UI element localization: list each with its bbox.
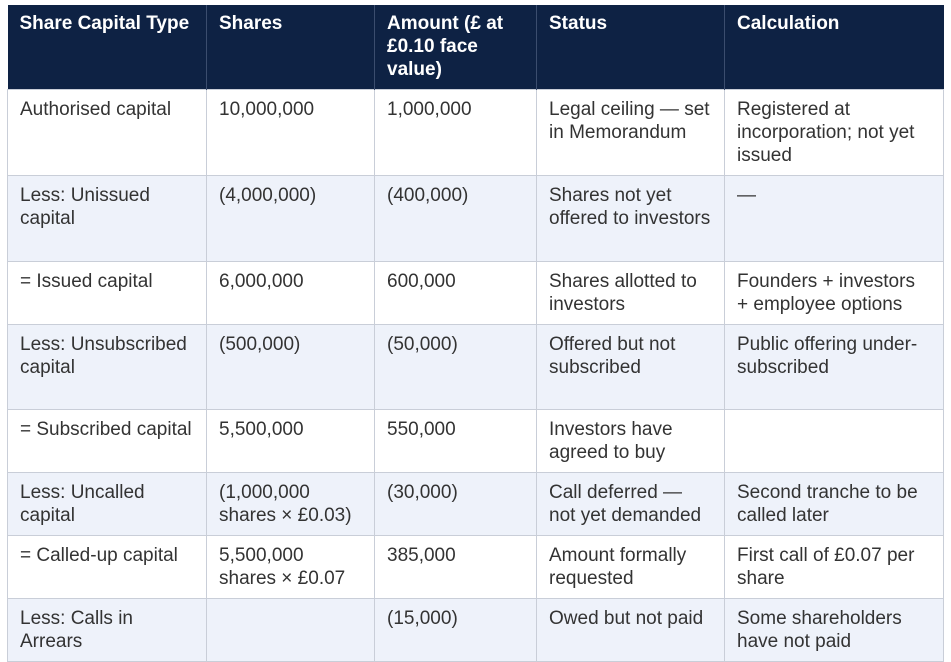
cell-type: Less: Unsubscribed capital (8, 325, 207, 410)
cell-shares: 10,000,000 (207, 90, 375, 176)
cell-type: = Called-up capital (8, 536, 207, 599)
cell-status: Legal ceiling — set in Memorandum (537, 90, 725, 176)
cell-status: Shares allotted to investors (537, 262, 725, 325)
cell-shares: (4,000,000) (207, 176, 375, 262)
cell-calculation: Public offering under-subscribed (725, 325, 944, 410)
header-shares: Shares (207, 5, 375, 90)
share-capital-table-container (7, 5, 943, 662)
cell-amount: 550,000 (375, 410, 537, 473)
table-row (8, 90, 944, 176)
cell-type: = Subscribed capital (8, 410, 207, 473)
header-status: Status (537, 5, 725, 90)
table-row (8, 325, 944, 410)
cell-type: Less: Uncalled capital (8, 473, 207, 536)
cell-status: Call deferred — not yet demanded (537, 473, 725, 536)
cell-amount: (15,000) (375, 599, 537, 662)
cell-calculation: — (725, 176, 944, 262)
cell-status: Offered but not subscribed (537, 325, 725, 410)
cell-calculation: Second tranche to be called later (725, 473, 944, 536)
cell-type: = Issued capital (8, 262, 207, 325)
header-amount: Amount (£ at £0.10 face value) (375, 5, 537, 90)
cell-amount: (50,000) (375, 325, 537, 410)
cell-amount: (400,000) (375, 176, 537, 262)
table-row (8, 410, 944, 473)
cell-calculation: Founders + investors + employee options (725, 262, 944, 325)
table-row (8, 176, 944, 262)
cell-shares: (500,000) (207, 325, 375, 410)
table-row (8, 262, 944, 325)
cell-amount: (30,000) (375, 473, 537, 536)
cell-amount: 1,000,000 (375, 90, 537, 176)
cell-type: Less: Unissued capital (8, 176, 207, 262)
table-header (8, 5, 944, 90)
cell-calculation (725, 410, 944, 473)
table-body (8, 90, 944, 662)
cell-status: Shares not yet offered to investors (537, 176, 725, 262)
cell-shares: 5,500,000 (207, 410, 375, 473)
cell-shares: (1,000,000 shares × £0.03) (207, 473, 375, 536)
cell-amount: 385,000 (375, 536, 537, 599)
cell-shares (207, 599, 375, 662)
cell-type: Authorised capital (8, 90, 207, 176)
header-share-capital-type: Share Capital Type (8, 5, 207, 90)
header-row (8, 5, 944, 90)
header-calculation: Calculation (725, 5, 944, 90)
table-row (8, 599, 944, 662)
table-row (8, 536, 944, 599)
cell-status: Owed but not paid (537, 599, 725, 662)
cell-calculation: Some shareholders have not paid (725, 599, 944, 662)
table-row (8, 473, 944, 536)
cell-status: Investors have agreed to buy (537, 410, 725, 473)
share-capital-table (7, 5, 944, 662)
cell-calculation: Registered at incorporation; not yet issued (725, 90, 944, 176)
cell-amount: 600,000 (375, 262, 537, 325)
cell-status: Amount formally requested (537, 536, 725, 599)
cell-shares: 5,500,000 shares × £0.07 (207, 536, 375, 599)
cell-type: Less: Calls in Arrears (8, 599, 207, 662)
cell-calculation: First call of £0.07 per share (725, 536, 944, 599)
cell-shares: 6,000,000 (207, 262, 375, 325)
